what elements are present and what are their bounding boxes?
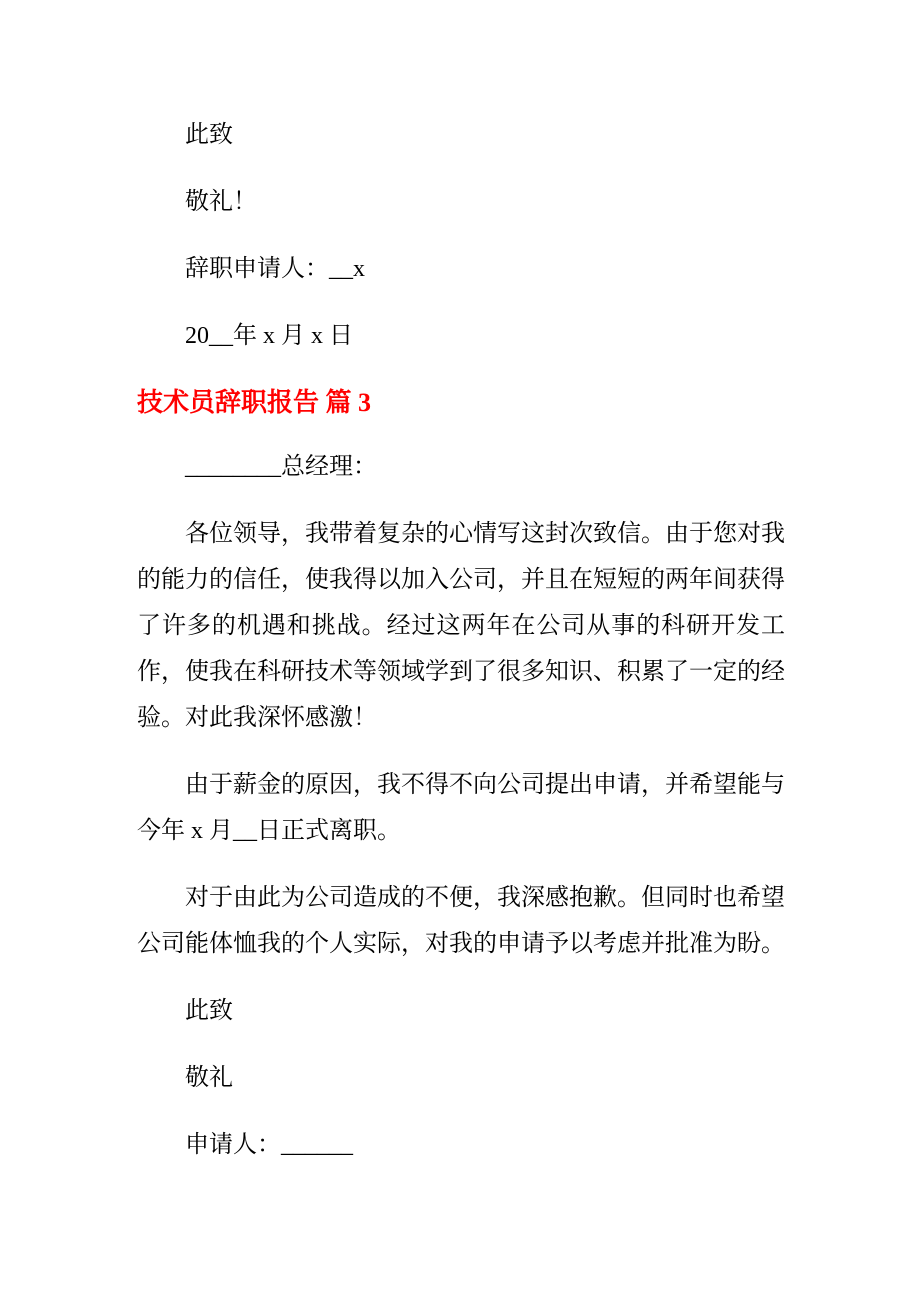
closing-line-cizhi-2: 此致 <box>185 998 233 1024</box>
section-heading: 技术员辞职报告 篇 3 <box>137 388 372 417</box>
body-paragraph-1: 各位领导，我带着复杂的心情写这封次致信。由于您对我的能力的信任，使我得以加入公司，并且在短短的两年间获得了许多的机遇和挑战。经过这两年在公司从事的科研开发工作，使我在科研技术等领域学到了很多知识、积累了一定的经验。对此我深怀感激！ <box>137 521 785 731</box>
body-paragraph-3: 对于由此为公司造成的不便，我深感抱歉。但同时也希望公司能体恤我的个人实际，对我的申请予以考虑并批准为盼。 <box>137 885 785 957</box>
signature-line-applicant-1: 辞职申请人：__x <box>185 256 365 282</box>
salutation-line: ________总经理： <box>185 454 377 480</box>
closing-line-jingli-2: 敬礼 <box>185 1065 233 1091</box>
date-line: 20__年 x 月 x 日 <box>185 323 353 349</box>
closing-line-cizhi-1: 此致 <box>185 122 233 148</box>
body-paragraph-2: 由于薪金的原因，我不得不向公司提出申请，并希望能与今年 x 月__日正式离职。 <box>137 772 785 844</box>
closing-line-jingli-1: 敬礼！ <box>185 189 257 215</box>
signature-line-applicant-2: 申请人：______ <box>185 1132 353 1158</box>
